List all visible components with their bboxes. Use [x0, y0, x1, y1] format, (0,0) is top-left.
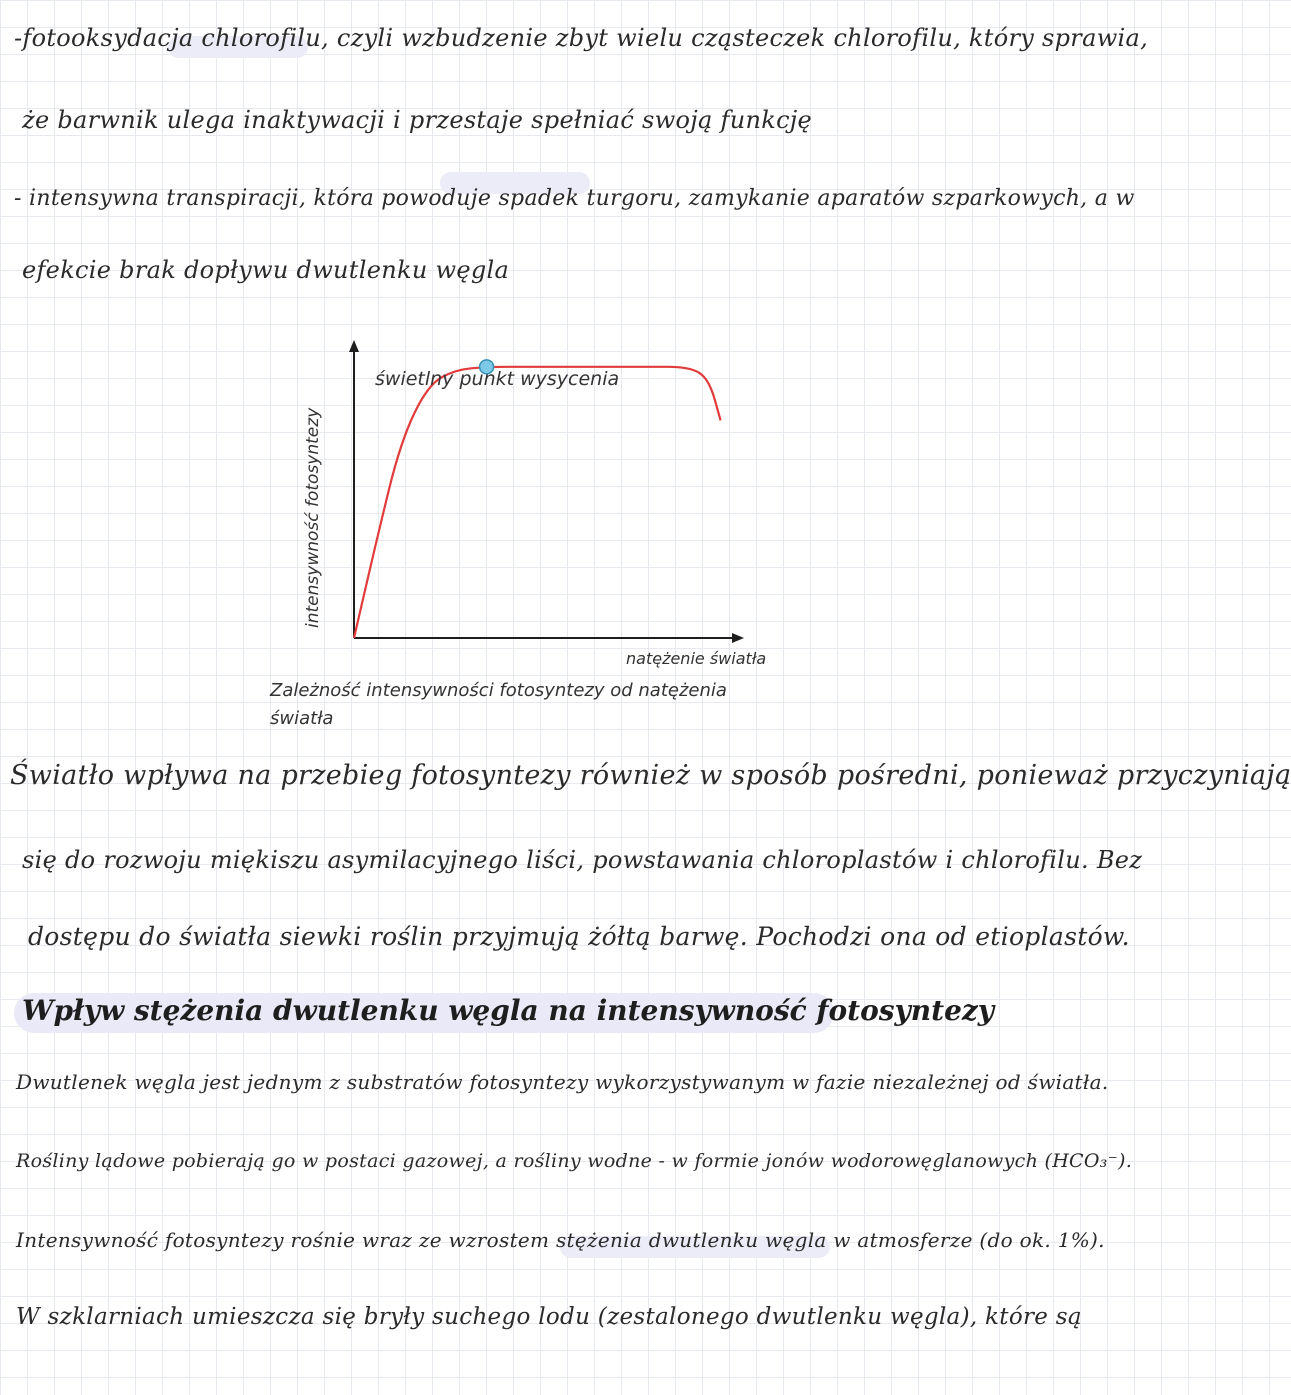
y-axis-arrow [349, 340, 359, 352]
series-line [354, 367, 721, 638]
text-line: Rośliny lądowe pobierają go w postaci gazowej, a rośliny wodne - w formie jonów wodorowęglanowych (HCO₃⁻). [16, 1150, 1133, 1172]
chart-annotation: świetlny punkt wysycenia [375, 368, 620, 390]
text-line: że barwnik ulega inaktywacji i przestaje spełniać swoją funkcję [22, 106, 813, 134]
text-line: Dwutlenek węgla jest jednym z substratów fotosyntezy wykorzystywanym w fazie niezależnej od światła. [16, 1070, 1109, 1094]
text-line: W szklarniach umieszcza się bryły suchego lodu (zestalonego dwutlenku węgla), które są [16, 1304, 1082, 1330]
text-line: - intensywna transpiracji, która powoduje spadek turgoru, zamykanie aparatów szparkowych, a w [14, 186, 1135, 211]
y-axis-label: intensywność fotosyntezy [303, 407, 323, 628]
text-line: -fotooksydacja chlorofilu, czyli wzbudzenie zbyt wielu cząsteczek chlorofilu, który sprawia, [14, 24, 1149, 52]
x-axis-arrow [732, 633, 744, 643]
text-line: dostępu do światła siewki roślin przyjmują żółtą barwę. Pochodzi ona od etioplastów. [28, 922, 1130, 951]
chart-caption: Zależność intensywności fotosyntezy od natężenia [270, 680, 727, 701]
text-line: Światło wpływa na przebieg fotosyntezy również w sposób pośredni, ponieważ przyczyniają [10, 760, 1291, 791]
chart-caption-continued: światła [270, 708, 334, 729]
text-line: Intensywność fotosyntezy rośnie wraz ze wzrostem stężenia dwutlenku węgla w atmosferze (do ok. 1%). [16, 1228, 1105, 1252]
text-line: się do rozwoju miękiszu asymilacyjnego liści, powstawania chloroplastów i chlorofilu. Bez [22, 846, 1143, 874]
text-line: efekcie brak dopływu dwutlenku węgla [22, 256, 510, 284]
x-axis-label: natężenie światła [626, 649, 767, 668]
section-heading: Wpływ stężenia dwutlenku węgla na intensywność fotosyntezy [22, 994, 995, 1027]
